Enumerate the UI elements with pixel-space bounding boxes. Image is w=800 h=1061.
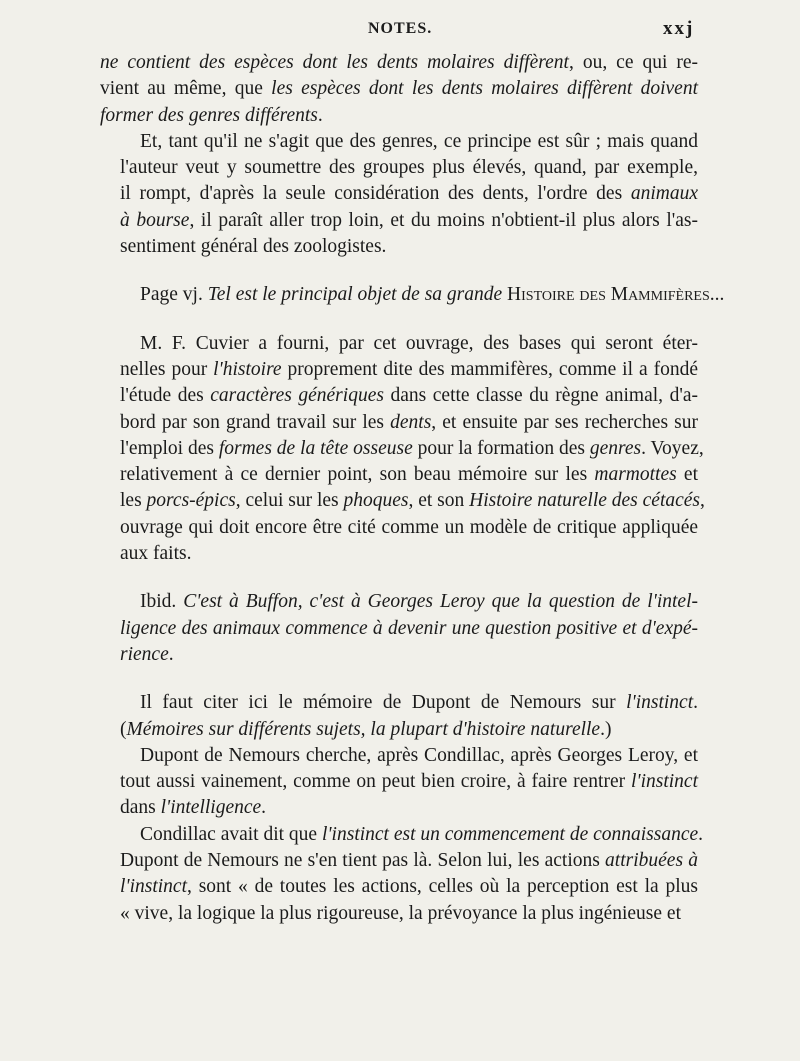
text-line <box>120 155 698 181</box>
text-run: , sont « de toutes les actions, celles où la perception est la plus <box>187 876 698 898</box>
text-run: Histoire des Mammifères <box>507 284 710 306</box>
text-run: dans <box>120 797 161 819</box>
text-line <box>100 76 698 102</box>
running-title: NOTES. <box>368 20 433 37</box>
text-run: aux faits. <box>120 543 192 565</box>
text-line <box>120 616 698 642</box>
text-line <box>120 410 698 436</box>
text-line <box>120 690 698 716</box>
text-line <box>120 129 698 155</box>
text-run: , il paraît aller trop loin, et du moins n'obtient-il plus alors l'as- <box>189 209 698 231</box>
page-number: xxj <box>663 18 695 39</box>
italic-run: phoques <box>343 490 409 512</box>
text-run: . <box>168 643 174 665</box>
text-line <box>120 383 698 409</box>
text-run: .) <box>600 718 612 740</box>
text-line <box>120 642 698 668</box>
text-line <box>100 103 698 129</box>
italic-run: à bourse <box>120 209 190 231</box>
italic-run: l'instinct <box>120 876 188 898</box>
text-run: vient au même, que <box>100 78 272 100</box>
italic-run: l'histoire <box>213 358 282 380</box>
text-run: tout aussi vainement, comme on peut bien croire, à faire rentrer <box>120 771 631 793</box>
text-run: Dupont de Nemours cherche, après Condillac, après Georges Leroy, et <box>140 744 698 766</box>
text-run: . Voyez, <box>641 437 704 459</box>
body-text <box>100 50 725 927</box>
text-line <box>100 50 698 76</box>
italic-run: former des genres différents <box>100 104 318 126</box>
text-run: . <box>693 692 698 714</box>
text-line <box>120 181 698 207</box>
text-run: ouvrage qui doit encore être cité comme un modèle de critique appliquée <box>120 516 698 538</box>
paragraph <box>100 50 698 129</box>
text-run: Dupont de Nemours ne s'en tient pas là. Selon lui, les actions <box>120 850 606 872</box>
text-run: Condillac avait dit que <box>140 823 322 845</box>
text-run: « vive, la logique la plus rigoureuse, la prévoyance la plus ingénieuse et <box>120 902 681 924</box>
italic-run: dents <box>390 411 432 433</box>
text-line <box>120 515 698 541</box>
italic-run: marmottes <box>594 464 677 486</box>
text-line <box>120 436 704 462</box>
text-run: l'emploi des <box>120 437 219 459</box>
text-run: nelles pour <box>120 358 214 380</box>
paragraph <box>100 331 705 568</box>
text-line <box>120 208 698 234</box>
text-line <box>120 234 698 260</box>
text-run: , celui sur les <box>235 490 344 512</box>
text-line <box>120 901 698 927</box>
italic-run: l'instinct <box>626 692 694 714</box>
text-run: bord par son grand travail sur les <box>120 411 391 433</box>
italic-run: Tel est le principal objet de sa grande <box>207 284 508 306</box>
text-run: , <box>700 490 705 512</box>
text-line <box>120 462 698 488</box>
text-run: . <box>698 823 704 845</box>
text-run: , et ensuite par ses recherches sur <box>431 411 698 433</box>
paragraph <box>100 282 725 308</box>
text-run: l'étude des <box>120 385 211 407</box>
italic-run: animaux <box>630 183 698 205</box>
text-run: M. F. Cuvier a fourni, par cet ouvrage, des bases qui seront éter- <box>140 332 698 354</box>
text-line <box>120 488 705 514</box>
text-run: les <box>120 490 147 512</box>
text-run: l'auteur veut y soumettre des groupes plus élevés, quand, par exemple, <box>120 157 698 179</box>
text-run: et <box>676 464 698 486</box>
italic-run: les espèces dont les dents molaires diffèrent doivent <box>271 78 699 100</box>
text-line <box>120 282 725 308</box>
paragraph <box>100 822 704 927</box>
italic-run: caractères génériques <box>210 385 384 407</box>
italic-run: Mémoires sur différents sujets, la plupart d'histoire naturelle <box>126 718 601 740</box>
text-run: pour la formation des <box>412 437 590 459</box>
text-line <box>120 874 698 900</box>
text-run: . <box>317 104 323 126</box>
text-run: , ou, ce qui re- <box>568 52 699 73</box>
text-line <box>120 743 698 769</box>
italic-run: Histoire naturelle des cétacés <box>469 490 701 512</box>
text-run: , et son <box>408 490 470 512</box>
text-line <box>120 541 698 567</box>
text-line <box>120 848 698 874</box>
text-run: dans cette classe du règne animal, d'a- <box>383 385 699 407</box>
text-line <box>120 331 698 357</box>
text-run: ( <box>120 718 127 740</box>
text-run: sentiment général des zoologistes. <box>120 236 387 258</box>
italic-run: genres <box>589 437 642 459</box>
running-head <box>0 16 800 46</box>
text-run: Ibid. <box>140 591 184 613</box>
text-line <box>120 822 704 848</box>
text-run: il rompt, d'après la seule considération des dents, l'ordre des <box>120 183 631 205</box>
text-line <box>120 589 698 615</box>
paragraph <box>100 129 698 260</box>
paragraph <box>100 743 698 822</box>
italic-run: ne contient des espèces dont les dents molaires diffèrent <box>100 52 569 73</box>
text-run: Page vj. <box>140 284 208 306</box>
italic-run: l'instinct est un commencement de connaissance <box>321 823 699 845</box>
italic-run: attribuées à <box>605 850 698 872</box>
italic-run: l'instinct <box>630 771 698 793</box>
italic-run: formes de la tête osseuse <box>218 437 413 459</box>
text-line <box>120 357 698 383</box>
text-line <box>120 717 698 743</box>
text-run: ... <box>709 284 725 306</box>
italic-run: ligence des animaux commence à devenir une question positive et d'expé- <box>120 617 698 639</box>
italic-run: porcs-épics <box>146 490 236 512</box>
paragraph <box>100 589 698 668</box>
italic-run: rience <box>120 643 169 665</box>
paragraph <box>100 690 698 743</box>
text-run: proprement dite des mammifères, comme il a fondé <box>281 358 698 380</box>
italic-run: l'intelligence <box>160 797 262 819</box>
text-line <box>120 769 698 795</box>
text-run: relativement à ce dernier point, son beau mémoire sur les <box>120 464 595 486</box>
text-run: . <box>261 797 267 819</box>
italic-run: C'est à Buffon, c'est à Georges Leroy que la question de l'intel- <box>183 591 698 613</box>
text-run: Il faut citer ici le mémoire de Dupont de Nemours sur <box>140 692 627 714</box>
text-line <box>120 795 698 821</box>
text-run: Et, tant qu'il ne s'agit que des genres, ce principe est sûr ; mais quand <box>140 130 698 152</box>
